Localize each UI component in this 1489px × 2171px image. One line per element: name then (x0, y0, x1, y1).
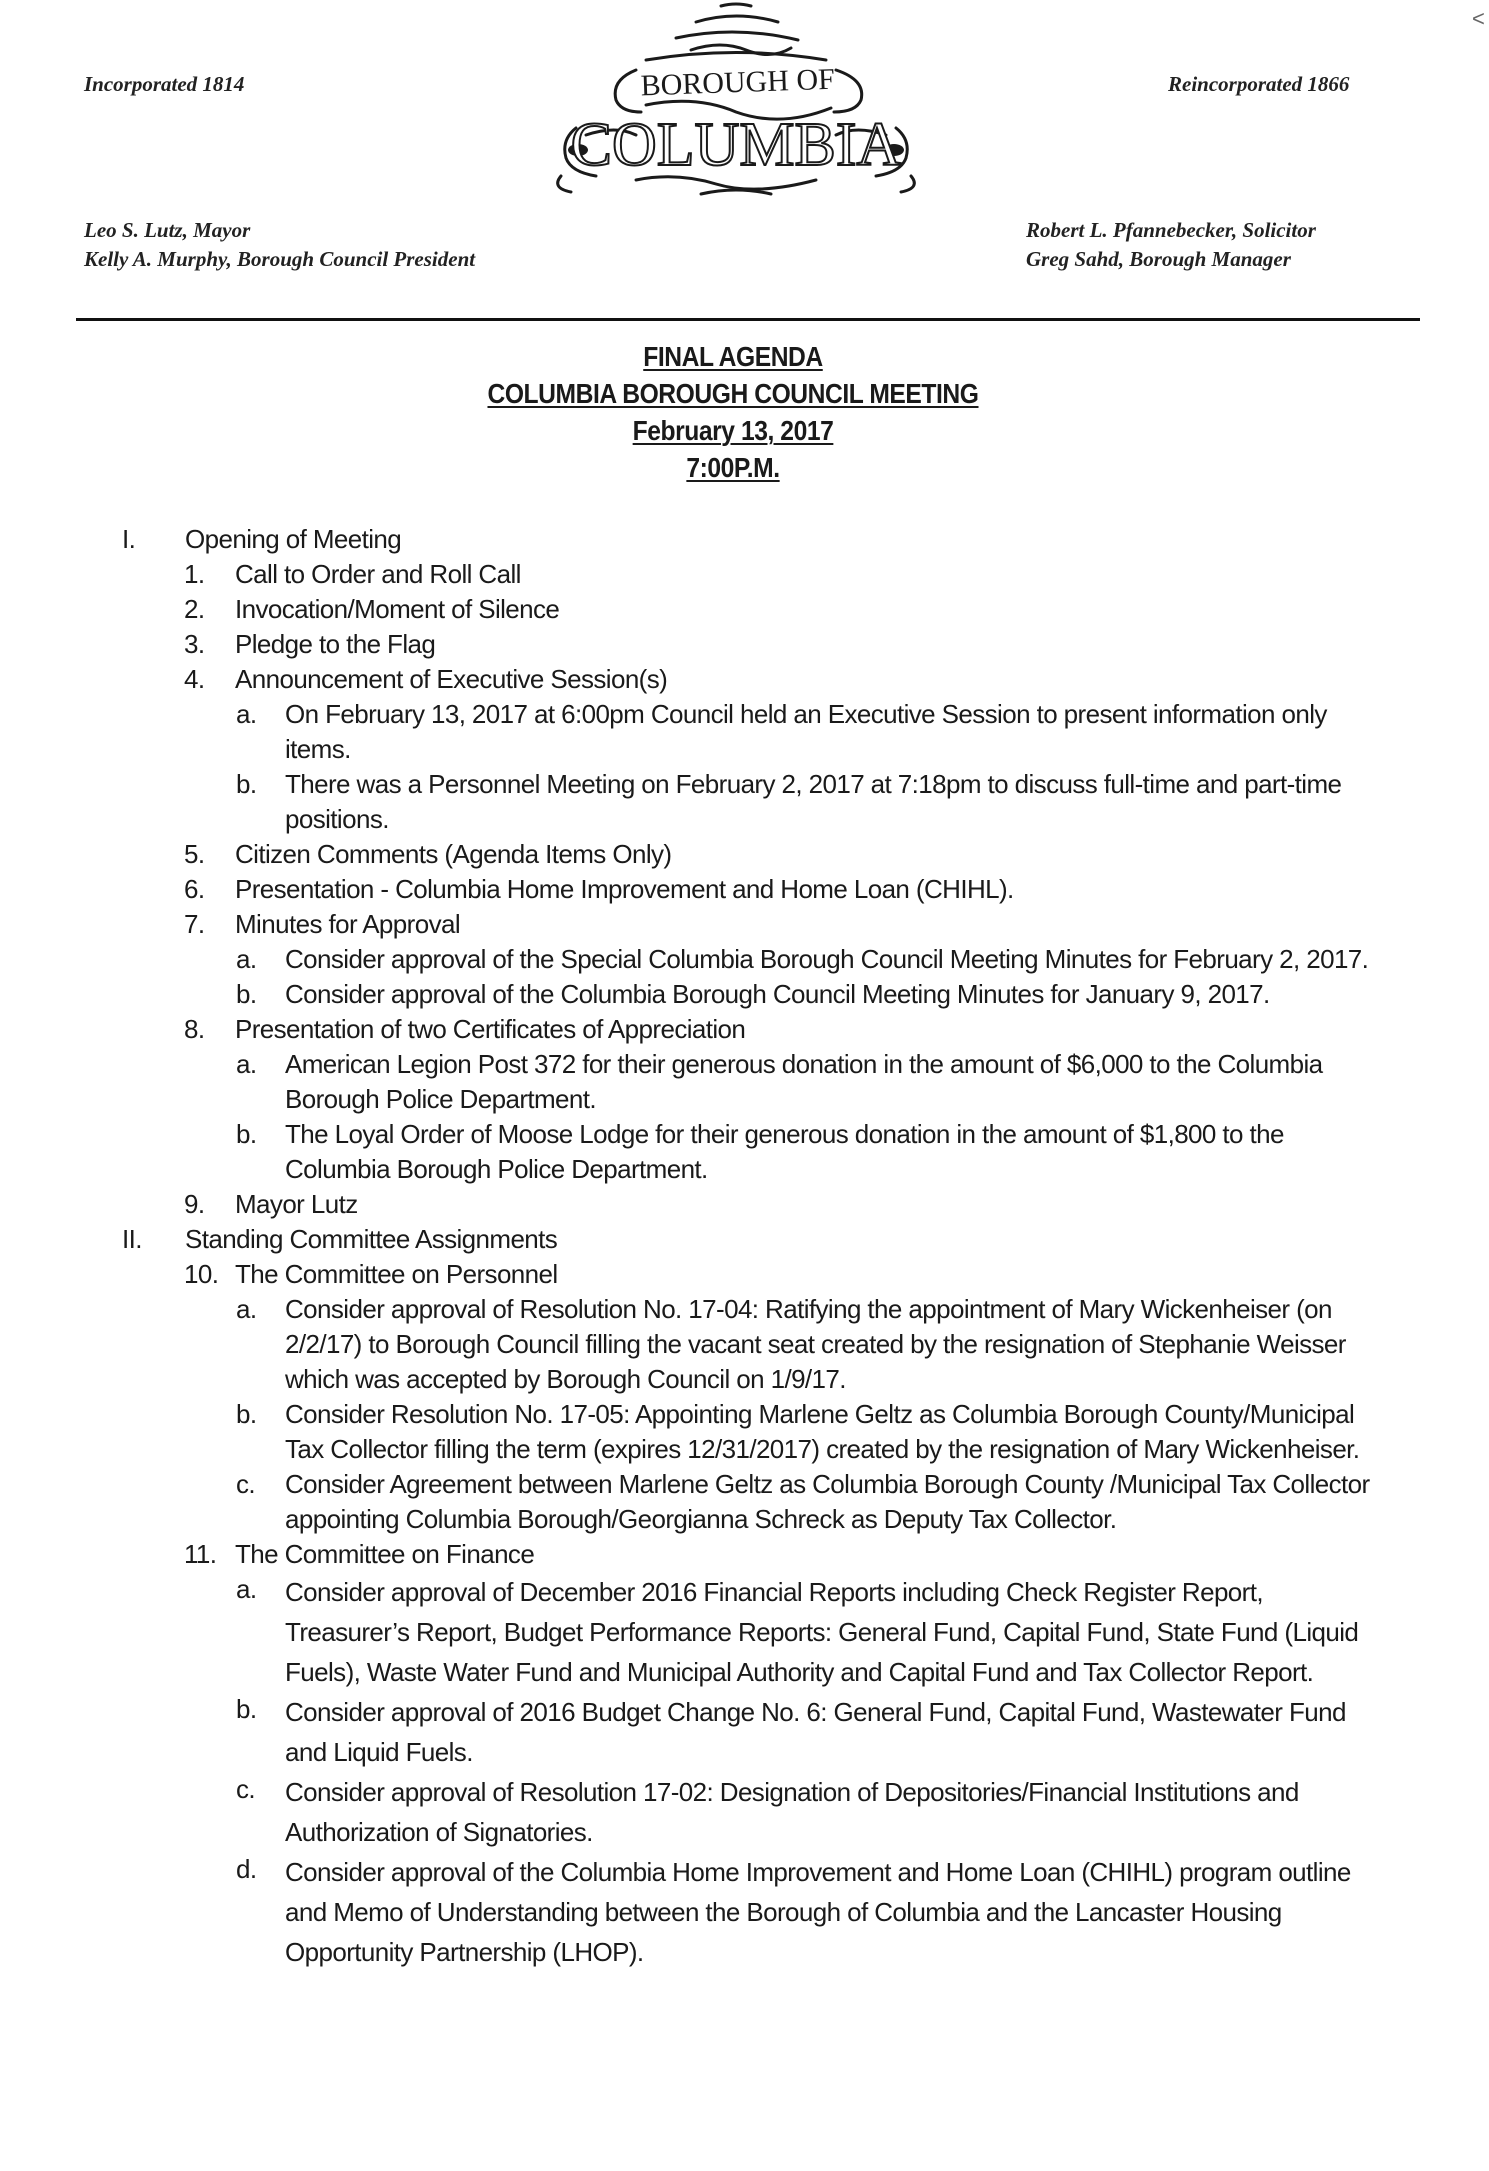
agenda-marker: a. (236, 1574, 257, 1604)
agenda-text: Consider Agreement between Marlene Geltz as Columbia Borough County /Municipal Tax Collector appointing Columbia Borough/Georgianna Schreck as Deputy Tax Collector. (285, 1469, 1370, 1534)
agenda-marker: b. (236, 1399, 257, 1429)
agenda-subitem (0, 767, 1489, 837)
agenda-marker: 4. (184, 664, 205, 694)
agenda-subitem (0, 1117, 1489, 1187)
agenda-text: Invocation/Moment of Silence (235, 594, 560, 624)
agenda-item (0, 662, 1489, 697)
letterhead-divider (76, 318, 1420, 321)
agenda-text: Consider Resolution No. 17-05: Appointing Marlene Geltz as Columbia Borough County/Municipal Tax Collector filling the term (expires 12/31/2017) created by the resignation of Mary Wickenheiser. (285, 1399, 1360, 1464)
agenda-marker: a. (236, 944, 257, 974)
agenda-text: Consider approval of December 2016 Financial Reports including Check Register Report, Treasurer’s Report, Budget Performance Reports: General Fund, Capital Fund, State Fund (Liquid Fuels), Waste Water Fund and Municipal Authority and Capital Fund and Tax Collector Report. (285, 1577, 1359, 1687)
council-president-line: Kelly A. Murphy, Borough Council President (84, 247, 476, 271)
agenda-text: Consider approval of the Columbia Borough Council Meeting Minutes for January 9, 2017. (285, 979, 1270, 1009)
title-line-1 (88, 338, 1378, 375)
agenda-text: Minutes for Approval (235, 909, 461, 939)
logo-main-text: COLUMBIA (570, 111, 902, 179)
agenda-text: Opening of Meeting (185, 524, 402, 554)
agenda-marker: 6. (184, 874, 205, 904)
solicitor-line: Robert L. Pfannebecker, Solicitor (1026, 218, 1316, 242)
agenda-text: There was a Personnel Meeting on February 2, 2017 at 7:18pm to discuss full-time and part-time positions. (285, 769, 1342, 834)
agenda-text: Standing Committee Assignments (185, 1224, 558, 1254)
agenda-marker: 8. (184, 1014, 205, 1044)
agenda-text: Consider approval of 2016 Budget Change No. 6: General Fund, Capital Fund, Wastewater Fund and Liquid Fuels. (285, 1697, 1346, 1767)
agenda-marker: 9. (184, 1189, 205, 1219)
agenda-marker: 5. (184, 839, 205, 869)
title-line-4 (88, 449, 1378, 486)
agenda-marker: c. (236, 1469, 256, 1499)
meeting-time: 7:00P.M. (686, 452, 780, 483)
agenda-subitem (0, 697, 1489, 767)
agenda-section (0, 1222, 1489, 1257)
agenda-marker: b. (236, 1694, 257, 1724)
agenda-item (0, 907, 1489, 942)
title-line-2 (88, 375, 1378, 412)
agenda-text: Consider approval of Resolution 17-02: Designation of Depositories/Financial Institutions and Authorization of Signatories. (285, 1777, 1299, 1847)
agenda-marker: b. (236, 769, 257, 799)
agenda-subitem (0, 942, 1489, 977)
scan-corner-mark: < (1472, 6, 1485, 31)
agenda-subitem (0, 1467, 1489, 1537)
agenda-item (0, 557, 1489, 592)
agenda-marker: b. (236, 979, 257, 1009)
agenda-marker: 3. (184, 629, 205, 659)
agenda-text: The Committee on Finance (235, 1539, 535, 1569)
agenda-item (0, 592, 1489, 627)
borough-logo (516, 0, 956, 200)
agenda-text: American Legion Post 372 for their generous donation in the amount of $6,000 to the Columbia Borough Police Department. (285, 1049, 1323, 1114)
agenda-item (0, 837, 1489, 872)
agenda-item (0, 1187, 1489, 1222)
agenda-text: On February 13, 2017 at 6:00pm Council held an Executive Session to present information only items. (285, 699, 1327, 764)
officials-right (1026, 216, 1316, 274)
agenda-marker: d. (236, 1854, 257, 1884)
agenda-text: Presentation - Columbia Home Improvement and Home Loan (CHIHL). (235, 874, 1014, 904)
agenda-text: Announcement of Executive Session(s) (235, 664, 668, 694)
agenda-marker: a. (236, 1294, 257, 1324)
agenda-marker: a. (236, 1049, 257, 1079)
agenda-text: Consider approval of the Columbia Home Improvement and Home Loan (CHIHL) program outline and Memo of Understanding between the Borough of Columbia and the Lancaster Housing Opportunity Partnership (LHOP). (285, 1857, 1351, 1967)
borough-logo-graphic (516, 0, 956, 200)
agenda-text: Presentation of two Certificates of Appreciation (235, 1014, 746, 1044)
agenda-item (0, 872, 1489, 907)
agenda-subitem (0, 1852, 1489, 1972)
agenda-text: Call to Order and Roll Call (235, 559, 521, 589)
agenda-marker: c. (236, 1774, 256, 1804)
agenda-subitem (0, 977, 1489, 1012)
agenda-marker: 2. (184, 594, 205, 624)
agenda-text: The Committee on Personnel (235, 1259, 558, 1289)
agenda-subitem (0, 1772, 1489, 1852)
agenda-text: Pledge to the Flag (235, 629, 436, 659)
reincorporated-date: Reincorporated 1866 (1168, 72, 1350, 96)
agenda-marker: I. (122, 524, 136, 554)
title-meeting-name: COLUMBIA BOROUGH COUNCIL MEETING (487, 378, 979, 409)
agenda-marker: 11. (184, 1539, 217, 1569)
agenda-subitem (0, 1572, 1489, 1692)
agenda-subitem (0, 1292, 1489, 1397)
agenda-text: Citizen Comments (Agenda Items Only) (235, 839, 672, 869)
logo-top-text: BOROUGH OF (640, 62, 836, 103)
agenda-marker: 10. (184, 1259, 219, 1289)
agenda-item (0, 1257, 1489, 1292)
agenda-item (0, 1537, 1489, 1572)
title-final-agenda: FINAL AGENDA (643, 341, 823, 372)
agenda-marker: 1. (184, 559, 205, 589)
agenda-item (0, 627, 1489, 662)
incorporated-date: Incorporated 1814 (84, 72, 245, 96)
agenda-marker: b. (236, 1119, 257, 1149)
agenda-item (0, 1012, 1489, 1047)
agenda-marker: 7. (184, 909, 205, 939)
agenda-text: Consider approval of Resolution No. 17-04: Ratifying the appointment of Mary Wickenheiser (on 2/2/17) to Borough Council filling the vacant seat created by the resignation of Stephanie Weisser which was accepted by Borough Council on 1/9/17. (285, 1294, 1346, 1394)
agenda-text: Consider approval of the Special Columbia Borough Council Meeting Minutes for February 2, 2017. (285, 944, 1369, 974)
agenda-section (0, 522, 1489, 557)
agenda-text: The Loyal Order of Moose Lodge for their generous donation in the amount of $1,800 to the Columbia Borough Police Department. (285, 1119, 1284, 1184)
agenda-marker: II. (122, 1224, 142, 1254)
agenda-subitem (0, 1692, 1489, 1772)
agenda-list (0, 522, 1489, 1972)
agenda-subitem (0, 1397, 1489, 1467)
agenda-subitem (0, 1047, 1489, 1117)
agenda-text: Mayor Lutz (235, 1189, 358, 1219)
title-line-3 (88, 412, 1378, 449)
agenda-title-block (0, 338, 1466, 486)
manager-line: Greg Sahd, Borough Manager (1026, 247, 1291, 271)
mayor-line: Leo S. Lutz, Mayor (84, 218, 251, 242)
agenda-marker: a. (236, 699, 257, 729)
meeting-date: February 13, 2017 (632, 415, 834, 446)
officials-left (84, 216, 475, 274)
